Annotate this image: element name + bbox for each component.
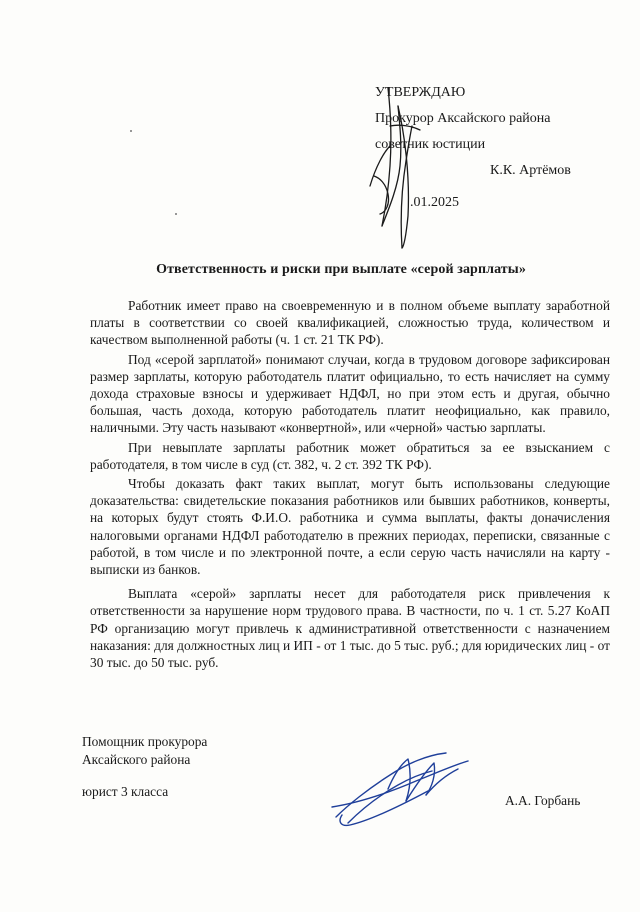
- approval-block: [375, 80, 571, 210]
- paragraph: Под «серой зарплатой» понимают случаи, когда в трудовом договоре зафиксирован размер зарплаты, которую работодатель платит официально, то есть начисляет на сумму дохода страховые взносы и удерживает НДФЛ, но при этом есть и другая, обычно большая, часть дохода, которую работодатель платит неофициально, как правило, наличными. Эту часть называют «конвертной», или «черной» частью зарплаты.: [90, 351, 610, 436]
- signatory-block: [82, 733, 208, 799]
- signatory-position-line2: Аксайского района: [82, 752, 191, 767]
- scan-speck: [130, 130, 132, 132]
- approval-name: К.К. Артёмов: [490, 163, 571, 178]
- assistant-signature: [328, 745, 478, 830]
- paragraph: При невыплате зарплаты работник может обратиться за ее взысканием с работодателя, в том числе в суд (ст. 382, ч. 2 ст. 392 ТК РФ).: [90, 439, 610, 472]
- signatory-position-line1: Помощник прокурора: [82, 734, 208, 749]
- document-title: Ответственность и риски при выплате «серой зарплаты»: [156, 262, 526, 277]
- paragraph: Чтобы доказать факт таких выплат, могут быть использованы следующие доказательства: свидетельские показания работников или бывших работников, конверты, на которых будут стоять Ф.И.О. работника и сумма выплаты, факты доначисления налоговыми органами НДФЛ работодателю в прежних периодах, переписки, связанные с работой, в том числе и по электронной почте, а если серую часть начисляли на карту - выписки из банков.: [90, 476, 610, 578]
- signatory-rank: юрист 3 класса: [82, 784, 169, 799]
- paragraph: Работник имеет право на своевременную и в полном объеме выплату заработной платы в соответствии со своей квалификацией, сложностью труда, количеством и качеством выполненной работы (ч. 1 ст. 21 ТК РФ).: [90, 298, 610, 348]
- paragraph: Выплата «серой» зарплаты несет для работодателя риск привлечения к ответственности за нарушение норм трудового права. В частности, по ч. 1 ст. 5.27 КоАП РФ организацию могут привлечь к административной ответственности с назначением наказания: для должностных лиц и ИП - от 1 тыс. до 5 тыс. руб.; для юридических лиц - от 30 тыс. до 50 тыс. руб.: [90, 586, 610, 671]
- approval-heading: УТВЕРЖДАЮ: [375, 85, 466, 100]
- approval-date: .01.2025: [410, 195, 459, 210]
- scan-speck: [175, 213, 177, 215]
- approval-rank: советник юстиции: [375, 137, 486, 152]
- document-body: [90, 297, 610, 673]
- signatory-name: А.А. Горбань: [505, 793, 581, 808]
- approval-position: Прокурор Аксайского района: [375, 111, 551, 126]
